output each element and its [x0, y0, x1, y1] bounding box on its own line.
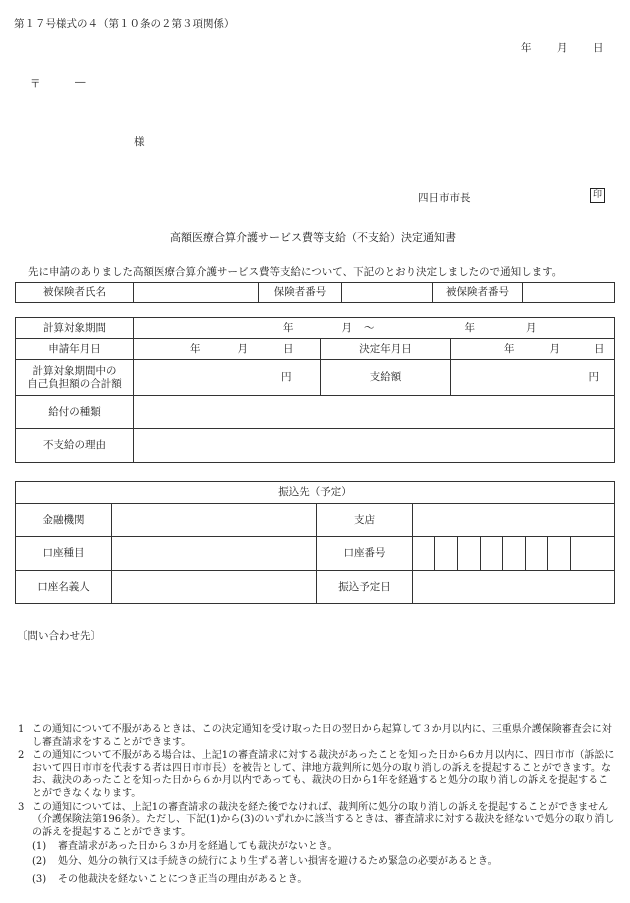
date-day: 日: [593, 42, 604, 54]
sub-note-item: [32, 874, 618, 887]
sub-note-number: (3): [32, 873, 47, 885]
note-text: この通知については、上記1の審査請求の裁決を経た後でなければ、裁判所に処分の取り消しの訴えを提起することができません（介護保険法第196条）。ただし、下記(1)から(3)のいずれかに該当するときは、審査請求に対する裁決を経ないで処分の取り消しの訴えを提起することができます。: [32, 801, 615, 838]
account-digit-box[interactable]: [435, 537, 458, 571]
account-digit-box[interactable]: [413, 537, 435, 571]
document-title: 高額医療合算介護サービス費等支給（不支給）決定通知書: [170, 231, 456, 244]
copay-total-label-line-2: 自己負担額の合計額: [27, 377, 122, 390]
insured-number-label: 被保険者番号: [433, 283, 523, 303]
account-holder-label: 口座名義人: [16, 571, 112, 604]
date-year: 年: [521, 42, 532, 54]
decision-date-value[interactable]: [451, 339, 615, 360]
apply-day: 日: [283, 342, 294, 355]
period-month-1: 月: [341, 321, 352, 334]
account-digit-box[interactable]: [458, 537, 481, 571]
account-digit-box[interactable]: [548, 537, 571, 571]
apply-year: 年: [190, 342, 201, 355]
note-number: 1: [18, 724, 25, 735]
date-month: 月: [557, 42, 568, 54]
note-number: 3: [18, 801, 25, 813]
recipient-honorific: 様: [134, 136, 145, 148]
account-number-label: 口座番号: [317, 537, 413, 571]
copay-unit: 円: [281, 371, 292, 383]
institution-label: 金融機関: [16, 504, 112, 537]
insurer-number-label: 保険者番号: [259, 283, 342, 303]
account-digit-box[interactable]: [481, 537, 503, 571]
insured-table: [15, 282, 615, 303]
bank-transfer-table: [15, 481, 615, 604]
period-month-2: 月: [526, 321, 537, 334]
decision-date-label: 決定年月日: [321, 339, 451, 360]
apply-date-value[interactable]: [134, 339, 321, 360]
notes-section: [18, 724, 618, 886]
period-tilde: ～: [364, 321, 375, 334]
period-year-2: 年: [464, 321, 475, 334]
sub-note-item: [32, 841, 618, 854]
note-item: [18, 802, 618, 840]
note-text: この通知について不服があるときは、この決定通知を受け取った日の翌日から起算して３か月以内に、三重県介護保険審査会に対し審査請求をすることができます。: [32, 724, 612, 748]
non-payment-reason-label: 不支給の理由: [16, 429, 134, 463]
sub-note-text: 審査請求があった日から３か月を経過しても裁決がないとき。: [58, 841, 338, 853]
intro-text: 先に申請のありました高額医療合算介護サービス費等支給について、下記のとおり決定しましたので通知します。: [28, 266, 563, 278]
non-payment-reason-value[interactable]: [134, 429, 615, 463]
issuer-name: 四日市市長: [418, 192, 471, 204]
benefit-type-value[interactable]: [134, 396, 615, 429]
copay-total-label: [16, 360, 134, 396]
account-digit-box[interactable]: [526, 537, 548, 571]
transfer-date-label: 振込予定日: [317, 571, 413, 604]
account-type-label: 口座種目: [16, 537, 112, 571]
apply-date-label: 申請年月日: [16, 339, 134, 360]
sub-note-number: (2): [32, 855, 47, 867]
decision-day: 日: [594, 342, 605, 355]
insured-number-value[interactable]: [523, 283, 615, 303]
branch-value[interactable]: [413, 504, 615, 537]
account-digit-box[interactable]: [503, 537, 526, 571]
account-holder-value[interactable]: [112, 571, 317, 604]
insured-name-label: 被保険者氏名: [16, 283, 134, 303]
bank-transfer-header: 振込先（予定）: [16, 482, 615, 504]
postal-dash: ―: [75, 76, 86, 88]
transfer-date-value[interactable]: [413, 571, 615, 604]
sub-note-text: 処分、処分の執行又は手続きの続行により生ずる著しい損害を避けるため緊急の必要があるとき。: [58, 855, 498, 867]
form-number: 第１７号様式の４（第１０条の２第３項関係）: [14, 18, 235, 30]
sub-note-text: その他裁決を経ないことにつき正当の理由があるとき。: [58, 873, 308, 885]
note-number: 2: [18, 750, 25, 762]
benefit-type-label: 給付の種類: [16, 396, 134, 429]
note-item: [18, 750, 618, 800]
apply-month: 月: [237, 342, 248, 355]
period-year-1: 年: [283, 321, 294, 334]
decision-month: 月: [549, 342, 560, 355]
account-type-value[interactable]: [112, 537, 317, 571]
institution-value[interactable]: [112, 504, 317, 537]
calculation-table: [15, 317, 615, 463]
account-digit-box-trailing: [571, 537, 615, 571]
seal-mark: 印: [590, 188, 605, 203]
note-text: この通知について不服がある場合は、上記1の審査請求に対する裁決があったことを知った日から6カ月以内に、四日市市（訴訟において四日市市を代表する者は四日市市長）を被告として、津地方裁判所に処分の取り消しの訴えを提起することができます。なお、裁決のあったことを知った日から６か月以内であっても、裁決の日から1年を経過すると処分の取り消しの訴えを提起することができなくなります。: [32, 750, 615, 799]
copay-total-value[interactable]: [134, 360, 321, 396]
insured-name-value[interactable]: [134, 283, 259, 303]
copay-total-label-line-1: 計算対象期間中の: [32, 364, 117, 377]
note-item: [18, 724, 618, 749]
sub-note-item: [32, 856, 618, 869]
payment-amount-label: 支給額: [321, 360, 451, 396]
period-value[interactable]: [134, 318, 615, 339]
payment-amount-value[interactable]: [451, 360, 615, 396]
contact-label: 〔問い合わせ先〕: [17, 630, 101, 642]
branch-label: 支店: [317, 504, 413, 537]
period-label: 計算対象期間: [16, 318, 134, 339]
postal-mark: 〒: [30, 78, 41, 90]
decision-year: 年: [504, 342, 515, 355]
insurer-number-value[interactable]: [342, 283, 433, 303]
sub-note-number: (1): [32, 841, 47, 853]
payment-unit: 円: [588, 371, 599, 383]
